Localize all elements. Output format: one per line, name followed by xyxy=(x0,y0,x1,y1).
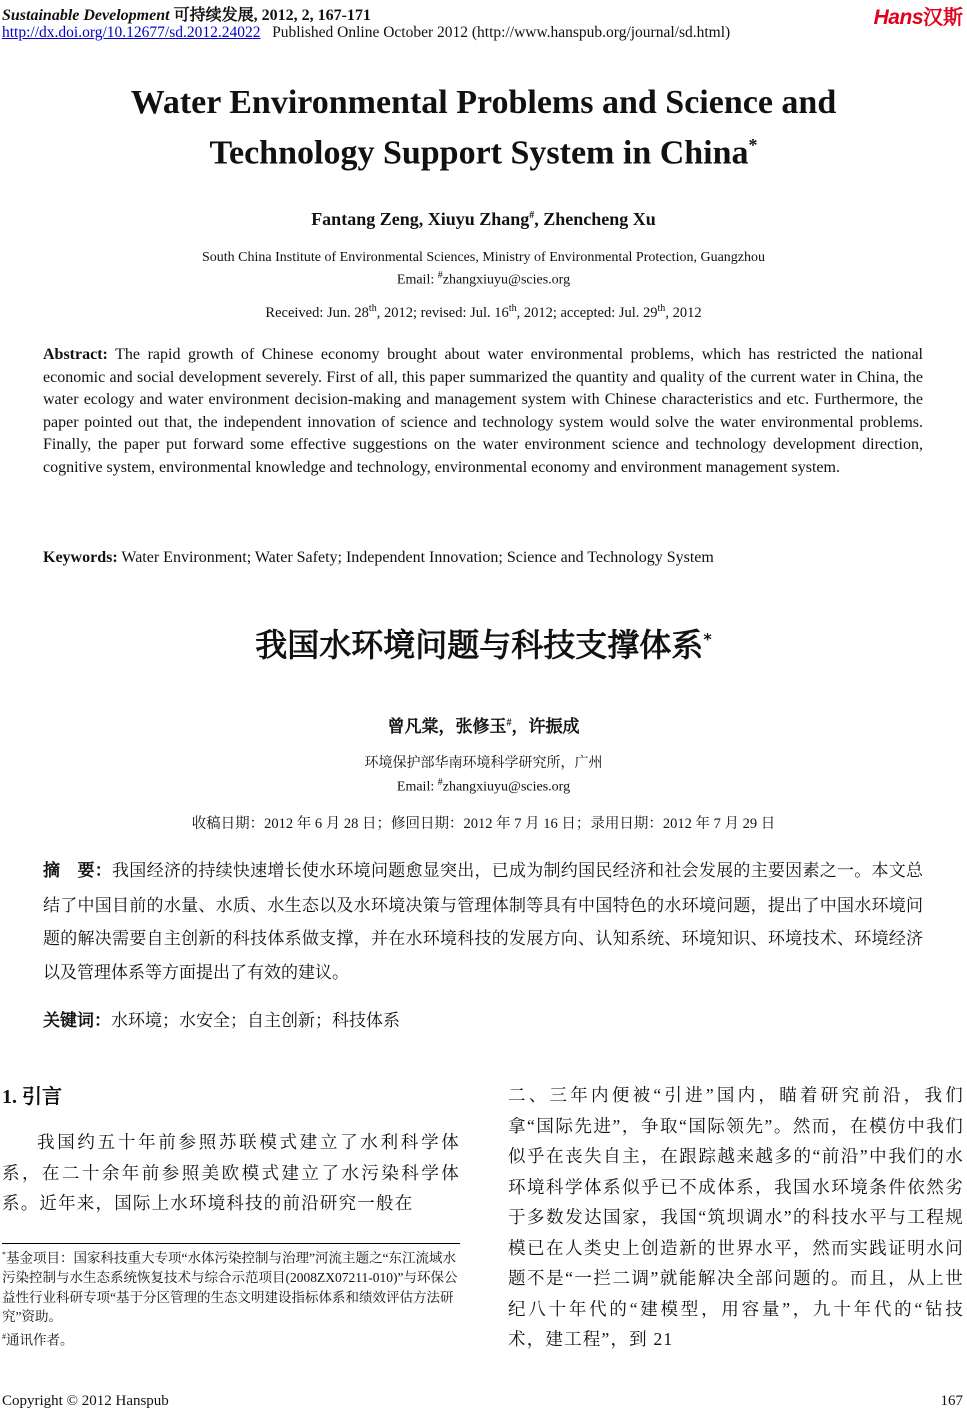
author-name: 张修玉 xyxy=(455,717,507,736)
english-title-line-2: Technology Support System in China xyxy=(209,134,749,172)
journal-name-zh: 可持续发展 xyxy=(173,7,254,24)
author-name: Fantang Zeng xyxy=(311,209,419,229)
footnote-mark: # xyxy=(2,1331,6,1341)
doi-link[interactable]: http://dx.doi.org/10.12677/sd.2012.24022 xyxy=(2,24,261,41)
email-mark: # xyxy=(437,777,443,788)
logo-latin: Hans xyxy=(873,6,923,29)
journal-name: Sustainable Development xyxy=(2,7,170,24)
author-mark: # xyxy=(506,717,512,729)
author-separator: ， xyxy=(438,717,456,736)
email-mark: # xyxy=(437,270,443,281)
footnote-text: 基金项目：国家科技重大专项“水体污染控制与治理”河流主题之“东江流域水污染控制与水生态系统恢复技术与综合示范项目(2008ZX07211-010)”与环保公益性行业科研专项“基于分区管理的生态文明建设指标体系和绩效评估方法研究”资助。 xyxy=(2,1250,458,1324)
body-paragraph-right: 二、三年内便被“引进”国内，瞄着研究前沿，我们拿“国际先进”，争取“国际领先”。然而，在模仿中我们似乎在丧失自主，在跟踪越来越多的“前沿”中我们的水环境科学体系似乎已不成体系，我国水环境条件依然劣于多数发达国家，我国“筑坝调水”的科技水平与工程规模已在人类史上创造新的世界水平，然而实践证明水问题不是“一拦二调”就能解决全部问题的。而且，从上世纪八十年代的“建模型，用容量”，九十年代的“钻技术，建工程”，到 21 xyxy=(508,1085,964,1349)
journal-header xyxy=(2,2,371,25)
chinese-keywords xyxy=(43,1006,400,1031)
author-mark: # xyxy=(529,210,535,221)
abstract-label: Abstract: xyxy=(43,346,108,363)
english-title xyxy=(0,82,967,174)
revised-date: , 2012; revised: Jul. 16 xyxy=(376,304,509,321)
abstract-text: The rapid growth of Chinese economy brought about water environmental problems, which has restricted the national economic and social development severely. First of all, this paper summarized the quantity and quality of the current water in China, the water ecology and water environment decision-making and management system with Chinese characteristics and etc. Furthermore, the paper pointed out that, the independent innovation of science and technology system would solve the water environmental problems. Finally, the paper put forward some effective suggestions on the water environment science and technology development direction, cognitive system, environmental knowledge and technology, environmental economy and environment management system. xyxy=(43,346,923,476)
title-footnote-mark: * xyxy=(703,629,712,649)
email-address[interactable]: zhangxiuyu@scies.org xyxy=(442,272,571,288)
keywords-text: Water Environment; Water Safety; Independent Innovation; Science and Technology System xyxy=(117,549,714,566)
author-name: Zhencheng Xu xyxy=(543,209,656,229)
logo-zh: 汉斯 xyxy=(923,7,963,29)
chinese-email-row xyxy=(0,773,967,797)
chinese-title-text: 我国水环境问题与科技支撑体系 xyxy=(255,626,704,664)
funding-footnote xyxy=(2,1245,460,1327)
keywords-label: Keywords: xyxy=(43,549,118,566)
abstract-label: 摘 要： xyxy=(43,861,113,881)
accepted-year: , 2012 xyxy=(665,304,702,321)
footnote-mark: * xyxy=(2,1250,6,1259)
abstract-text: 我国经济的持续快速增长使水环境问题愈显突出，已成为制约国民经济和社会发展的主要因素之一。本文总结了中国目前的水量、水质、水生态以及水环境决策与管理体制等具有中国特色的水环境问题，提出了中国水环境问题的解决需要自主创新的科技体系做支撑，并在水环境科技的发展方向、认知系统、环境知识、环境技术、环境经济以及管理体系等方面提出了有效的建议。 xyxy=(43,861,924,982)
english-keywords xyxy=(43,549,714,567)
english-abstract xyxy=(43,344,923,479)
chinese-affiliation-block xyxy=(0,754,967,797)
author-name: Xiuyu Zhang xyxy=(427,209,530,229)
email-address[interactable]: zhangxiuyu@scies.org xyxy=(442,779,571,795)
section-title: 引言 xyxy=(22,1084,62,1108)
author-separator: ， xyxy=(511,717,529,736)
ordinal-sup: th xyxy=(508,303,517,314)
author-separator: , xyxy=(418,209,428,229)
ordinal-sup: th xyxy=(368,303,377,314)
journal-citation: , 2012, 2, 167-171 xyxy=(253,7,371,24)
email-label: Email: xyxy=(396,272,438,288)
chinese-title xyxy=(0,620,967,666)
chinese-authors xyxy=(0,712,967,737)
copyright: Copyright © 2012 Hanspub xyxy=(2,1393,169,1409)
title-footnote-mark: * xyxy=(748,135,758,155)
page-number: 167 xyxy=(940,1393,963,1409)
footnote-divider xyxy=(2,1243,460,1244)
doi-row xyxy=(2,24,730,42)
chinese-affiliation: 环境保护部华南环境科学研究所，广州 xyxy=(364,756,603,771)
author-name: 曾凡棠 xyxy=(387,717,439,736)
chinese-dates: 收稿日期：2012 年 6 月 28 日；修回日期：2012 年 7 月 16 日；录用日期：2012 年 7 月 29 日 xyxy=(191,816,776,832)
english-email-row xyxy=(0,267,967,290)
english-dates xyxy=(0,303,967,322)
hans-logo xyxy=(874,1,963,30)
section-number: 1. xyxy=(2,1086,22,1108)
body-paragraph-left: 我国约五十年前参照苏联模式建立了水利科学体系，在二十余年前参照美欧模式建立了水污染科学体系。近年来，国际上水环境科技的前沿研究一般在 xyxy=(2,1132,460,1213)
received-date: Received: Jun. 28 xyxy=(265,304,369,321)
author-separator: , xyxy=(534,209,544,229)
english-affiliation: South China Institute of Environmental Sciences, Ministry of Environmental Protection, Guangzhou xyxy=(201,250,765,265)
email-label: Email: xyxy=(396,779,438,795)
footnotes xyxy=(2,1245,460,1350)
published-online: Published Online October 2012 (http://www.hanspub.org/journal/sd.html) xyxy=(272,24,731,41)
english-title-line-1: Water Environmental Problems and Science and xyxy=(130,84,837,121)
accepted-date: , 2012; accepted: Jul. 29 xyxy=(516,304,658,321)
author-name: 许振成 xyxy=(528,717,580,736)
footnote-text: 通讯作者。 xyxy=(6,1332,74,1347)
chinese-abstract xyxy=(43,854,923,989)
section-heading xyxy=(2,1080,460,1109)
english-authors xyxy=(0,209,967,230)
keywords-text: 水环境；水安全；自主创新；科技体系 xyxy=(111,1011,400,1030)
ordinal-sup: th xyxy=(657,303,666,314)
english-affiliation-block xyxy=(0,249,967,290)
keywords-label: 关键词： xyxy=(43,1011,111,1031)
corresponding-footnote xyxy=(2,1327,460,1350)
